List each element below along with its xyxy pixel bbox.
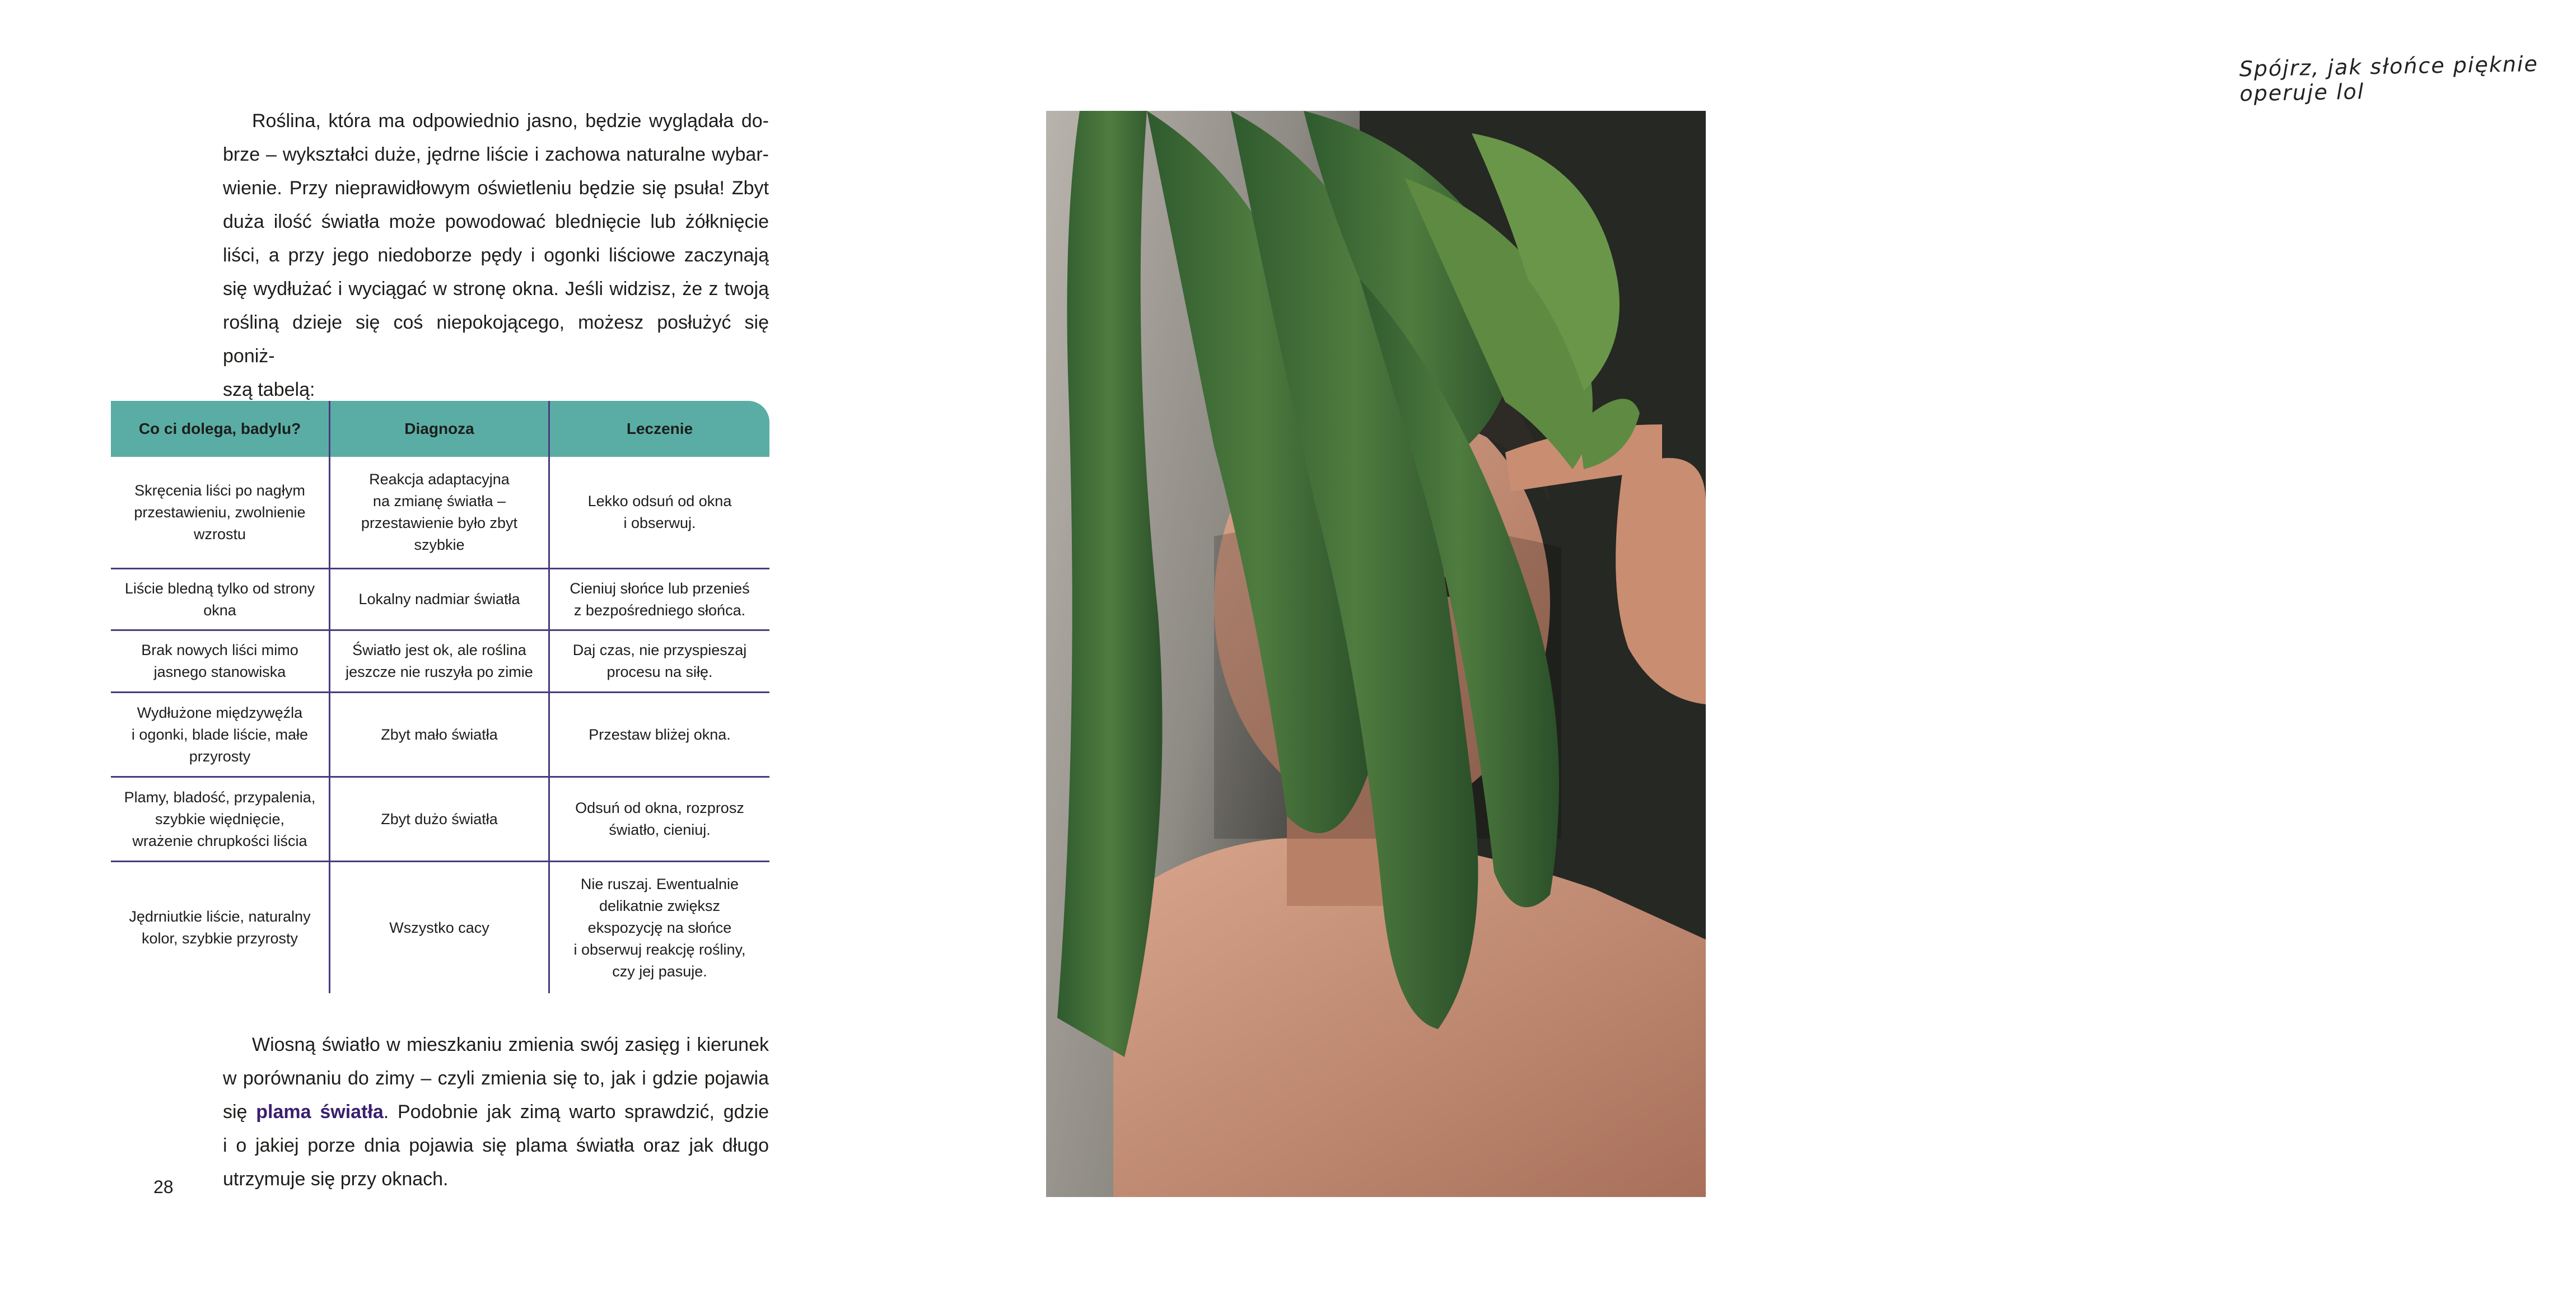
spring-line: w porównaniu do zimy – czyli zmienia się to, jak i gdzie pojawia xyxy=(223,1068,769,1089)
table-header-cell: Leczenie xyxy=(626,420,693,437)
table-cell: Brak nowych liści mimo jasnego stanowiska xyxy=(111,631,330,691)
highlight-term: plama światła xyxy=(256,1101,384,1123)
table-row xyxy=(111,778,769,862)
table-row xyxy=(111,569,769,631)
table-header xyxy=(111,401,769,457)
table-cell: Lokalny nadmiar światła xyxy=(330,569,550,629)
table-cell: Plamy, bladość, przypalenia, szybkie więdnięcie, wrażenie chrupkości liścia xyxy=(111,778,330,861)
spring-line: utrzymuje się przy oknach. xyxy=(223,1168,449,1190)
left-page xyxy=(0,0,898,1295)
intro-line: duża ilość światła może powodować blednięcie lub żółknięcie xyxy=(223,211,769,232)
spring-line xyxy=(223,1095,769,1129)
spring-paragraph xyxy=(223,1028,769,1196)
table-cell: Przestaw bliżej okna. xyxy=(589,726,731,743)
table-cell: Światło jest ok, ale roślina jeszcze nie ruszyła po zimie xyxy=(330,631,550,691)
table-cell: Nie ruszaj. Ewentualnie delikatnie zwiększ ekspozycję na słońce i obserwuj reakcję rośliny, czy jej pasuje. xyxy=(573,875,746,980)
table-cell: Zbyt dużo światła xyxy=(330,778,550,861)
table-cell: Wydłużone międzywęźla i ogonki, blade liście, małe przyrosty xyxy=(111,693,330,776)
table-row xyxy=(111,457,769,569)
table-cell: Lekko odsuń od okna i obserwuj. xyxy=(587,493,732,531)
intro-line: wienie. Przy nieprawidłowym oświetleniu będzie się psuła! Zbyt xyxy=(223,177,769,199)
page-number: 28 xyxy=(153,1177,174,1197)
table-row xyxy=(111,693,769,778)
table-header-cell: Co ci dolega, badylu? xyxy=(111,401,330,457)
table-cell: Cieniuj słońce lub przenieś z bezpośredniego słońca. xyxy=(570,579,750,619)
table-cell: Zbyt mało światła xyxy=(330,693,550,776)
spring-text: się xyxy=(223,1101,256,1123)
intro-line: brze – wykształci duże, jędrne liście i zachowa naturalne wybar- xyxy=(223,144,769,165)
table-header-cell: Diagnoza xyxy=(330,401,550,457)
intro-line: się wydłużać i wyciągać w stronę okna. Jeśli widzisz, że z twoją xyxy=(223,278,769,300)
table-cell: Wszystko cacy xyxy=(330,862,550,993)
intro-paragraph xyxy=(223,104,769,406)
table-cell: Reakcja adaptacyjna na zmianę światła – przestawienie było zbyt szybkie xyxy=(330,457,550,568)
intro-line: szą tabelą: xyxy=(223,379,315,400)
photo-illustration xyxy=(1046,111,1706,1197)
table-cell: Liście bledną tylko od strony okna xyxy=(111,569,330,629)
table-cell: Skręcenia liści po nagłym przestawieniu, zwolnienie wzrostu xyxy=(111,457,330,568)
intro-line: liści, a przy jego niedoborze pędy i ogonki liściowe zaczynają xyxy=(223,245,769,266)
photo-man-with-staghorn-fern xyxy=(1046,111,1706,1197)
table-row xyxy=(111,631,769,693)
intro-line: Roślina, która ma odpowiednio jasno, będzie wyglądała do- xyxy=(252,110,769,132)
spring-line: i o jakiej porze dnia pojawia się plama światła oraz jak długo xyxy=(223,1135,769,1156)
table-cell: Daj czas, nie przyspieszaj procesu na siłę. xyxy=(572,642,747,680)
diagnosis-table xyxy=(111,401,769,993)
spring-text: . Podobnie jak zimą warto sprawdzić, gdzie xyxy=(383,1101,769,1123)
table-cell: Odsuń od okna, rozprosz światło, cieniuj. xyxy=(575,800,744,838)
table-row xyxy=(111,862,769,993)
spring-line: Wiosną światło w mieszkaniu zmienia swój zasięg i kierunek xyxy=(252,1034,769,1055)
intro-line: rośliną dzieje się coś niepokojącego, możesz posłużyć się poniż- xyxy=(223,312,769,367)
table-cell: Jędrniutkie liście, naturalny kolor, szybkie przyrosty xyxy=(111,862,330,993)
handwritten-caption: Spójrz, jak słońce pięknie operuje lol xyxy=(2239,51,2539,106)
